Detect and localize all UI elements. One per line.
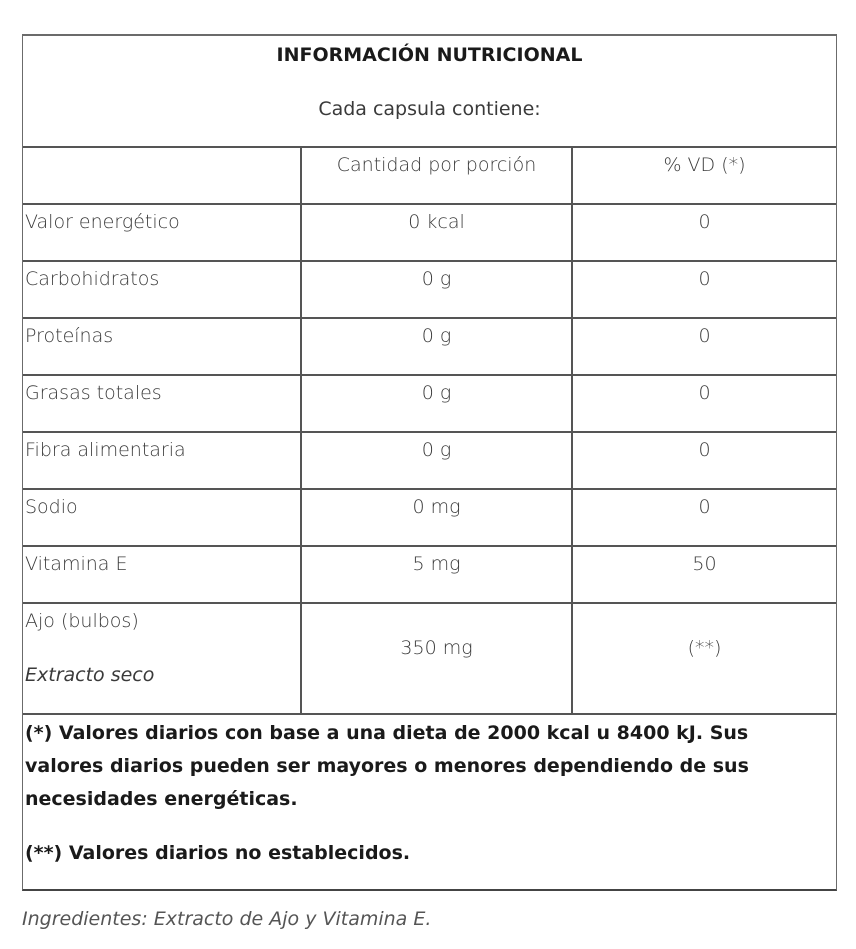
nutrient-amount: 0 mg [300, 490, 571, 545]
nutrient-subname: Extracto seco [25, 664, 155, 686]
nutrient-amount: 350 mg [300, 604, 571, 713]
table-header-row [23, 36, 836, 148]
nutrition-table [22, 34, 837, 891]
table-row [23, 490, 836, 547]
nutrient-dv: (**) [571, 604, 836, 713]
nutrient-dv: 0 [571, 376, 836, 431]
nutrient-name: Vitamina E [25, 553, 128, 575]
column-header-nutrient [23, 148, 300, 203]
table-row [23, 433, 836, 490]
nutrient-amount: 0 g [300, 262, 571, 317]
nutrient-name: Fibra alimentaria [25, 439, 186, 461]
footnote-dv: (*) Valores diarios con base a una dieta de 2000 kcal u 8400 kJ. Sus valores diarios pueden ser mayores o menores dependiendo de sus necesidades energéticas. [25, 722, 749, 810]
nutrient-dv: 0 [571, 262, 836, 317]
table-row [23, 319, 836, 376]
footnote-not-established: (**) Valores diarios no establecidos. [25, 842, 411, 864]
nutrient-name: Sodio [25, 496, 78, 518]
nutrient-dv: 0 [571, 490, 836, 545]
nutrient-name: Carbohidratos [25, 268, 160, 290]
nutrient-dv: 0 [571, 205, 836, 260]
column-header-dv: % VD (*) [571, 148, 836, 203]
nutrient-dv: 50 [571, 547, 836, 602]
nutrient-name: Ajo (bulbos) Extracto seco [23, 604, 300, 713]
table-row [23, 604, 836, 715]
ingredients-text: Ingredientes: Extracto de Ajo y Vitamina E. [22, 908, 432, 930]
nutrient-name: Valor energético [25, 211, 180, 233]
nutrient-dv: 0 [571, 433, 836, 488]
table-row [23, 376, 836, 433]
table-row [23, 205, 836, 262]
table-row [23, 547, 836, 604]
table-title: INFORMACIÓN NUTRICIONAL [276, 44, 583, 66]
table-subtitle: Cada capsula contiene: [318, 98, 541, 120]
nutrient-amount: 0 kcal [300, 205, 571, 260]
nutrient-amount: 5 mg [300, 547, 571, 602]
nutrient-name: Grasas totales [25, 382, 162, 404]
nutrient-dv: 0 [571, 319, 836, 374]
column-header-row [23, 148, 836, 205]
nutrient-name: Proteínas [25, 325, 114, 347]
column-header-amount: Cantidad por porción [300, 148, 571, 203]
nutrient-amount: 0 g [300, 433, 571, 488]
nutrient-amount: 0 g [300, 319, 571, 374]
table-row [23, 262, 836, 319]
nutrient-amount: 0 g [300, 376, 571, 431]
